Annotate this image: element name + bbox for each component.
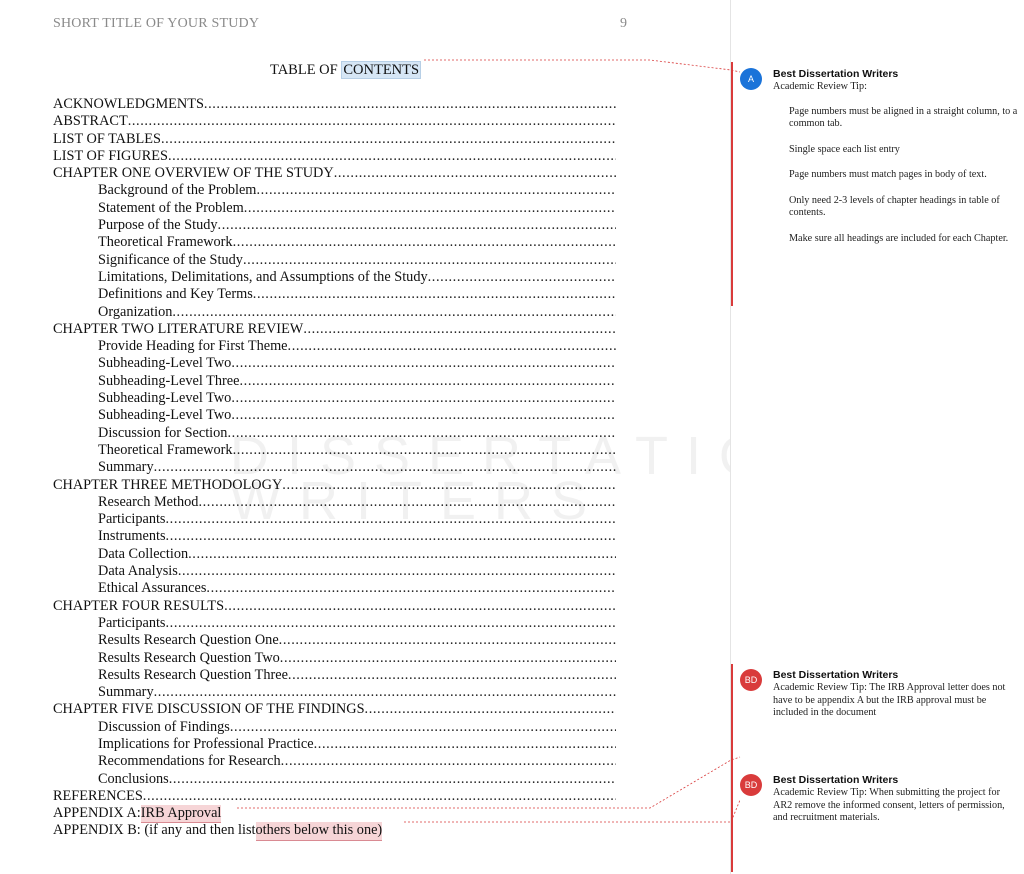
toc-entry[interactable] bbox=[53, 511, 616, 528]
tip-item: Page numbers must be aligned in a straight column, to a common tab. bbox=[789, 105, 1018, 129]
toc-leader-dots bbox=[206, 580, 616, 597]
toc-entry[interactable] bbox=[53, 355, 616, 372]
toc-entry[interactable] bbox=[53, 667, 616, 684]
toc-leader-dots bbox=[198, 494, 616, 511]
toc-leader-dots bbox=[280, 650, 616, 667]
toc-entry-text: Implications for Professional Practice bbox=[98, 735, 314, 752]
toc-entry[interactable] bbox=[53, 598, 616, 615]
toc-entry[interactable] bbox=[53, 286, 616, 303]
toc-entry[interactable] bbox=[53, 459, 616, 476]
toc-entry[interactable] bbox=[53, 373, 616, 390]
toc-entry-text: Subheading-Level Two bbox=[98, 407, 232, 424]
comment-body: Academic Review Tip: When submitting the project for AR2 remove the informed consent, letters of permission, and recruitment materials. bbox=[773, 787, 1005, 823]
toc-leader-dots bbox=[231, 355, 616, 372]
toc-entry-text: Subheading-Level Two bbox=[98, 355, 232, 372]
watermark-line-1: DISSERTATION bbox=[230, 426, 837, 486]
toc-heading-comment-anchor[interactable]: CONTENTS bbox=[343, 62, 420, 78]
toc-entry-text: ACKNOWLEDGMENTS bbox=[53, 96, 204, 112]
toc-entry[interactable] bbox=[53, 113, 616, 130]
toc-leader-dots bbox=[233, 442, 616, 459]
toc-leader-dots bbox=[231, 390, 616, 407]
toc-leader-dots bbox=[224, 598, 616, 615]
toc-entry[interactable] bbox=[53, 165, 616, 182]
comment-card[interactable] bbox=[740, 669, 1018, 729]
tip-item: Only need 2-3 levels of chapter headings in table of contents. bbox=[789, 194, 1000, 218]
toc-leader-dots bbox=[166, 511, 617, 528]
avatar: BD bbox=[740, 774, 762, 796]
comment-bar-1 bbox=[731, 62, 733, 306]
toc-leader-dots bbox=[172, 304, 616, 321]
toc-entry-text: Discussion of Findings bbox=[98, 718, 230, 735]
toc-entry[interactable] bbox=[53, 96, 616, 113]
toc-entry[interactable] bbox=[53, 200, 616, 217]
toc-entry-text: Purpose of the Study bbox=[98, 217, 218, 234]
toc-leader-dots bbox=[288, 338, 616, 355]
toc-entry-text: APPENDIX A: bbox=[53, 805, 141, 822]
toc-entry[interactable] bbox=[53, 425, 616, 442]
avatar: BD bbox=[740, 669, 762, 691]
toc-entry[interactable] bbox=[53, 321, 616, 338]
toc-leader-dots bbox=[288, 667, 616, 684]
toc-entry-text: Significance of the Study bbox=[98, 251, 243, 268]
toc-leader-dots bbox=[256, 182, 616, 199]
toc-entry[interactable] bbox=[53, 580, 616, 597]
toc-leader-dots bbox=[227, 425, 616, 442]
toc-entry-text: CHAPTER THREE METHODOLOGY bbox=[53, 476, 283, 493]
irb-comment-anchor[interactable]: IRB Approval bbox=[141, 805, 222, 823]
toc-entry[interactable] bbox=[53, 719, 616, 736]
toc-entry-text: ABSTRACT bbox=[53, 113, 128, 130]
toc-entry[interactable] bbox=[53, 753, 616, 770]
toc-entry-text: CHAPTER FIVE DISCUSSION OF THE FINDINGS bbox=[53, 701, 365, 718]
toc-entry[interactable] bbox=[53, 338, 616, 355]
toc-heading-prefix: TABLE OF bbox=[270, 62, 342, 78]
toc-entry-text: APPENDIX B: (if any and then list bbox=[53, 822, 256, 839]
toc-leader-dots bbox=[178, 563, 616, 580]
table-of-contents bbox=[53, 96, 616, 840]
toc-entry[interactable] bbox=[53, 148, 616, 165]
comment-author: Best Dissertation Writers bbox=[773, 68, 899, 80]
toc-leader-dots bbox=[334, 165, 616, 182]
toc-entry-text: Subheading-Level Two bbox=[98, 390, 232, 407]
toc-entry[interactable] bbox=[53, 563, 616, 580]
toc-entry[interactable] bbox=[53, 131, 616, 148]
appendix-comment-anchor[interactable]: others below this one) bbox=[256, 822, 383, 840]
toc-entry-text: Research Method bbox=[98, 493, 199, 510]
toc-entry[interactable] bbox=[53, 477, 616, 494]
toc-entry[interactable] bbox=[53, 632, 616, 649]
toc-leader-dots bbox=[161, 131, 616, 148]
toc-entry[interactable] bbox=[53, 528, 616, 545]
comment-card[interactable] bbox=[740, 68, 1018, 278]
toc-entry-text: Definitions and Key Terms bbox=[98, 286, 253, 303]
comment-bar-2 bbox=[731, 664, 733, 872]
toc-leader-dots bbox=[365, 701, 616, 718]
toc-leader-dots bbox=[279, 632, 616, 649]
toc-entry-text: CHAPTER TWO LITERATURE REVIEW bbox=[53, 320, 304, 337]
running-head: SHORT TITLE OF YOUR STUDY bbox=[53, 16, 260, 31]
toc-leader-dots bbox=[169, 771, 616, 788]
toc-entry[interactable] bbox=[53, 390, 616, 407]
toc-leader-dots bbox=[314, 736, 616, 753]
toc-leader-dots bbox=[143, 788, 616, 805]
toc-entry[interactable] bbox=[53, 684, 616, 701]
comment-author: Best Dissertation Writers bbox=[773, 669, 899, 681]
comment-card[interactable] bbox=[740, 774, 1018, 834]
toc-entry[interactable] bbox=[53, 407, 616, 424]
tip-item: Single space each list entry bbox=[789, 143, 900, 155]
comment-intro: Academic Review Tip: bbox=[773, 81, 867, 92]
toc-leader-dots bbox=[166, 615, 617, 632]
comment-body: Academic Review Tip: The IRB Approval letter does not have to be appendix A but the IRB approval must be included in the document bbox=[773, 682, 1006, 718]
tip-list bbox=[789, 106, 1019, 246]
toc-leader-dots bbox=[303, 321, 616, 338]
toc-entry-text: Recommendations for Research bbox=[98, 753, 281, 770]
toc-leader-dots bbox=[188, 546, 616, 563]
toc-entry[interactable] bbox=[53, 788, 616, 805]
toc-entry[interactable] bbox=[53, 701, 616, 718]
toc-entry-text: Results Research Question Three bbox=[98, 666, 288, 683]
toc-entry-text: CHAPTER ONE OVERVIEW OF THE STUDY bbox=[53, 165, 334, 182]
toc-leader-dots bbox=[243, 252, 616, 269]
toc-leader-dots bbox=[218, 217, 616, 234]
toc-entry-text: Data Analysis bbox=[98, 563, 178, 580]
toc-entry-text: CHAPTER FOUR RESULTS bbox=[53, 597, 225, 614]
toc-entry-text: Background of the Problem bbox=[98, 182, 257, 199]
toc-leader-dots bbox=[154, 459, 616, 476]
toc-leader-dots bbox=[204, 96, 616, 113]
toc-leader-dots bbox=[239, 373, 616, 390]
toc-leader-dots bbox=[233, 234, 616, 251]
toc-entry[interactable] bbox=[53, 182, 616, 199]
toc-entry[interactable] bbox=[53, 269, 616, 286]
toc-leader-dots bbox=[244, 200, 616, 217]
toc-leader-dots bbox=[166, 528, 616, 545]
toc-heading bbox=[270, 62, 421, 79]
toc-entry[interactable] bbox=[53, 546, 616, 563]
page-number: 9 bbox=[620, 16, 627, 31]
toc-entry-appendix-a[interactable] bbox=[53, 805, 616, 822]
toc-leader-dots bbox=[168, 148, 616, 165]
toc-entry-text: Ethical Assurances bbox=[98, 580, 207, 597]
tip-item: Make sure all headings are included for each Chapter. bbox=[789, 232, 1009, 244]
comment-body bbox=[773, 81, 1018, 258]
toc-entry-text: REFERENCES bbox=[53, 787, 143, 804]
toc-entry[interactable] bbox=[53, 252, 616, 269]
toc-leader-dots bbox=[231, 407, 616, 424]
toc-entry[interactable] bbox=[53, 217, 616, 234]
toc-entry-text: Theoretical Framework bbox=[98, 234, 233, 251]
toc-entry-text: Discussion for Section bbox=[98, 424, 228, 441]
toc-entry-text: LIST OF FIGURES bbox=[53, 147, 168, 164]
toc-entry[interactable] bbox=[53, 442, 616, 459]
toc-entry-text: Conclusions bbox=[98, 770, 169, 787]
toc-entry-appendix-b[interactable] bbox=[53, 822, 616, 839]
toc-entry[interactable] bbox=[53, 494, 616, 511]
avatar: A bbox=[740, 68, 762, 90]
toc-leader-dots bbox=[154, 684, 616, 701]
toc-entry-text: Statement of the Problem bbox=[98, 199, 244, 216]
toc-entry[interactable] bbox=[53, 304, 616, 321]
toc-leader-dots bbox=[230, 719, 616, 736]
toc-entry[interactable] bbox=[53, 771, 616, 788]
toc-entry-text: Participants bbox=[98, 511, 166, 528]
toc-entry[interactable] bbox=[53, 234, 616, 251]
toc-entry-text: Results Research Question Two bbox=[98, 649, 280, 666]
toc-entry-text: Instruments bbox=[98, 528, 166, 545]
toc-entry-text: LIST OF TABLES bbox=[53, 130, 161, 147]
watermark-line-2: WRITERS bbox=[230, 471, 605, 531]
tip-item: Page numbers must match pages in body of text. bbox=[789, 169, 987, 180]
toc-entry[interactable] bbox=[53, 650, 616, 667]
toc-entry[interactable] bbox=[53, 736, 616, 753]
toc-entry-text: Summary bbox=[98, 459, 154, 476]
toc-entry-text: Summary bbox=[98, 684, 154, 701]
toc-leader-dots bbox=[253, 286, 616, 303]
toc-leader-dots bbox=[282, 477, 616, 494]
toc-entry[interactable] bbox=[53, 615, 616, 632]
toc-entry-text: Results Research Question One bbox=[98, 632, 279, 649]
toc-entry-text: Organization bbox=[98, 303, 173, 320]
toc-entry-text: Theoretical Framework bbox=[98, 441, 233, 458]
toc-leader-dots bbox=[281, 753, 616, 770]
comment-author: Best Dissertation Writers bbox=[773, 774, 899, 786]
toc-leader-dots bbox=[428, 269, 616, 286]
toc-entry-text: Subheading-Level Three bbox=[98, 372, 240, 389]
toc-leader-dots bbox=[128, 113, 616, 130]
toc-entry-text: Participants bbox=[98, 614, 166, 631]
toc-entry-text: Provide Heading for First Theme bbox=[98, 338, 288, 355]
toc-entry-text: Data Collection bbox=[98, 545, 189, 562]
toc-entry-text: Limitations, Delimitations, and Assumptions of the Study bbox=[98, 268, 428, 285]
